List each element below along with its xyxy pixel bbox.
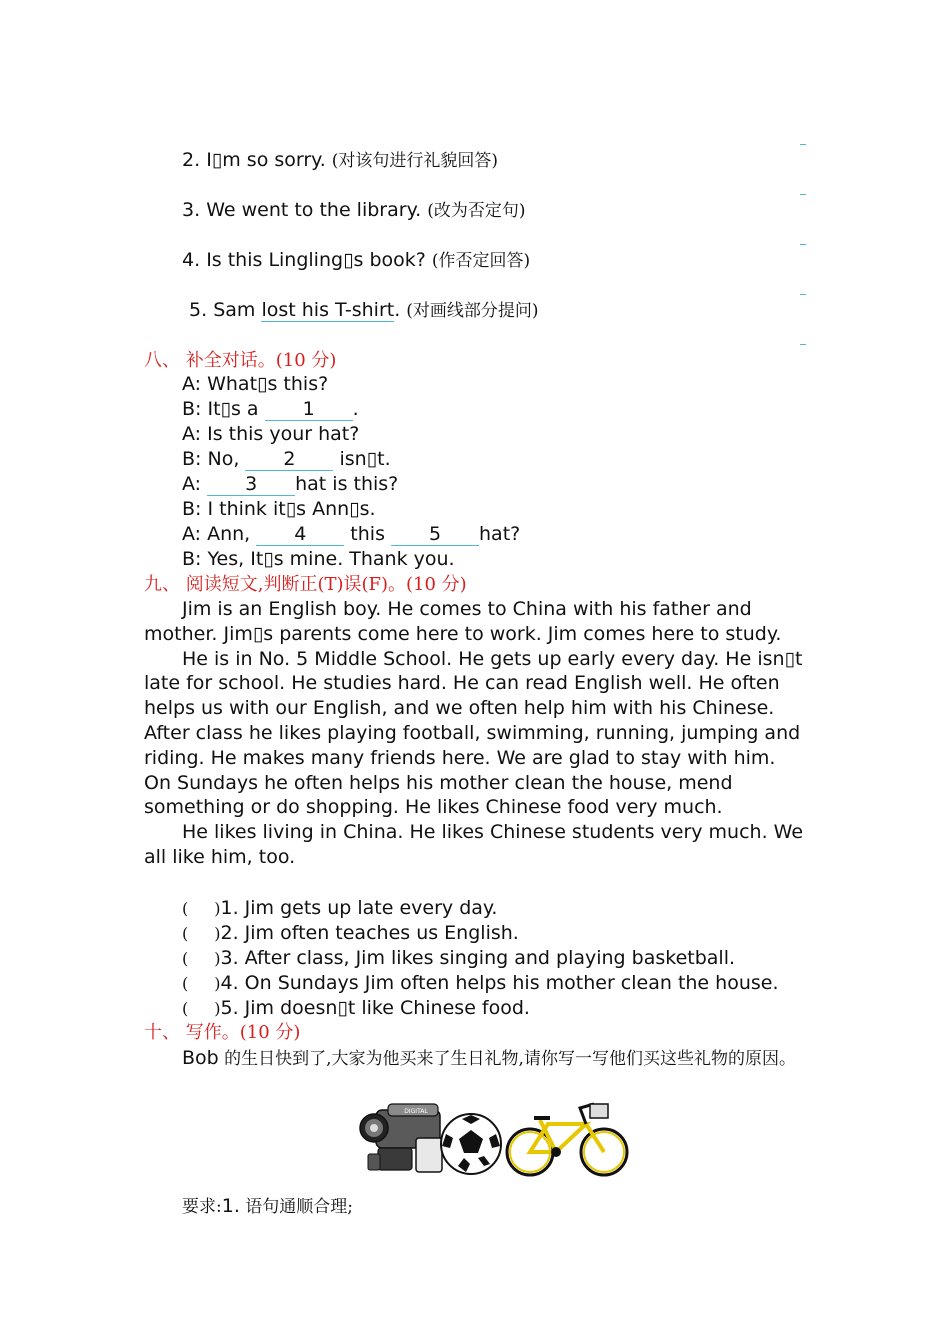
- question-2: 2. I▯m so sorry. (对该句进行礼貌回答): [182, 149, 499, 171]
- section-10-heading: 十、 写作。(10 分): [144, 1022, 301, 1043]
- answer-line-tick: [800, 194, 806, 195]
- instruction: (对画线部分提问): [406, 301, 539, 321]
- camcorder-icon: [360, 1104, 442, 1172]
- question-4: 4. Is this Lingling▯s book? (作否定回答): [182, 249, 531, 271]
- passage-paragraph: Jim is an English boy. He comes to China with his father and mother. Jim▯s parents come here to work. Jim comes here to study.: [144, 598, 782, 645]
- dialog-line: A: Ann, 4 this 5 hat?: [182, 523, 521, 545]
- dialog-line: B: I think it▯s Ann▯s.: [182, 498, 376, 520]
- answer-line-tick: [800, 144, 806, 145]
- blank-5[interactable]: 5: [391, 523, 479, 546]
- tf-question: ( )4. On Sundays Jim often helps his mother clean the house.: [182, 972, 779, 994]
- question-5: 5. Sam lost his T-shirt. (对画线部分提问): [189, 299, 539, 321]
- tf-question: ( )2. Jim often teaches us English.: [182, 922, 519, 944]
- passage-paragraph: He is in No. 5 Middle School. He gets up early every day. He isn▯t late for school. He studies hard. He can read English well. He often helps us with our English, and we often help him with his Chinese. After class he likes playing football, swimming, running, jumping and riding. He makes many friends here. We are glad to stay with him. On Sundays he often helps his mother clean the house, mend something or do shopping. He likes Chinese food very much.: [144, 647, 803, 819]
- writing-prompt: Bob 的生日快到了,大家为他买来了生日礼物,请你写一写他们买这些礼物的原因。: [182, 1047, 796, 1069]
- dialog-line: A: What▯s this?: [182, 373, 329, 395]
- answer-line-tick: [800, 294, 806, 295]
- blank-1[interactable]: 1: [265, 398, 353, 421]
- requirement-line: 要求:1. 语句通顺合理;: [182, 1195, 354, 1217]
- tf-question: ( )3. After class, Jim likes singing and playing basketball.: [182, 947, 736, 969]
- section-9-heading: 九、 阅读短文,判断正(T)误(F)。(10 分): [144, 574, 467, 595]
- dialog-line: B: It▯s a 1 .: [182, 398, 359, 420]
- tf-question: ( )1. Jim gets up late every day.: [182, 897, 498, 919]
- blank-2[interactable]: 2: [245, 448, 333, 471]
- answer-line-tick: [800, 344, 806, 345]
- passage-paragraph: He likes living in China. He likes Chinese students very much. We all like him, too.: [144, 821, 804, 868]
- question-3: 3. We went to the library. (改为否定句): [182, 199, 526, 221]
- instruction: (作否定回答): [431, 251, 531, 271]
- dialog-line: A: 3 hat is this?: [182, 473, 399, 495]
- dialog-line: A: Is this your hat?: [182, 423, 360, 445]
- camcorder-label: DIGITAL: [404, 1108, 428, 1115]
- instruction: (改为否定句): [427, 201, 526, 221]
- section-8-heading: 八、 补全对话。(10 分): [144, 350, 337, 371]
- blank-3[interactable]: 3: [207, 473, 295, 496]
- dialog-line: B: Yes, It▯s mine. Thank you.: [182, 548, 455, 570]
- tf-question: ( )5. Jim doesn▯t like Chinese food.: [182, 997, 530, 1019]
- football-icon: [441, 1114, 501, 1174]
- answer-line-tick: [800, 244, 806, 245]
- bicycle-icon: [507, 1104, 627, 1175]
- blank-4[interactable]: 4: [256, 523, 344, 546]
- dialog-line: B: No, 2 isn▯t.: [182, 448, 391, 470]
- gifts-image: [358, 1094, 633, 1178]
- instruction: (对该句进行礼貌回答): [331, 151, 499, 171]
- reading-passage: [144, 597, 804, 870]
- underlined-phrase: lost his T-shirt: [261, 299, 395, 321]
